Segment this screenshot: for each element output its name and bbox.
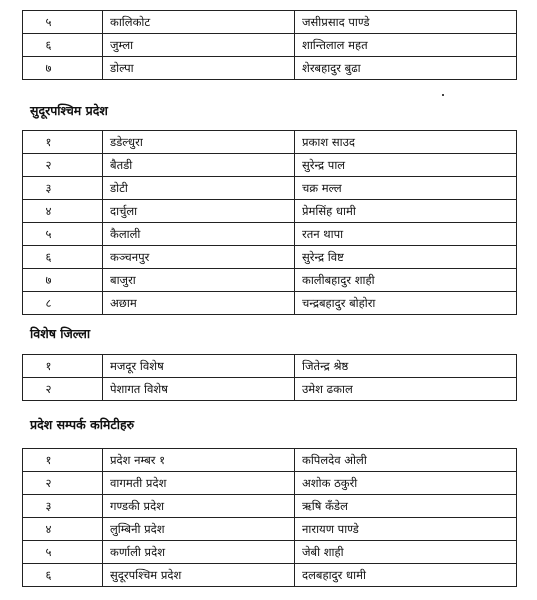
person-name: प्रेमसिंह धामी (295, 200, 517, 223)
person-name: अशोक ठकुरी (295, 472, 517, 495)
district-name: दार्चुला (103, 200, 295, 223)
table-row (23, 34, 517, 57)
special-district-table (22, 354, 517, 401)
district-name: कञ्चनपुर (103, 246, 295, 269)
person-name: प्रकाश साउद (295, 131, 517, 154)
person-name: ऋषि कँडेल (295, 495, 517, 518)
serial-number: ६ (23, 564, 103, 587)
person-name: सुरेन्द्र विष्ट (295, 246, 517, 269)
serial-number: १ (23, 355, 103, 378)
table-row (23, 495, 517, 518)
person-name: उमेश ढकाल (295, 378, 517, 401)
person-name: जितेन्द्र श्रेष्ठ (295, 355, 517, 378)
serial-number: ८ (23, 292, 103, 315)
serial-number: ३ (23, 495, 103, 518)
person-name: जसीप्रसाद पाण्डे (295, 11, 517, 34)
section-heading-special-district: विशेष जिल्ला (30, 326, 91, 341)
serial-number: ५ (23, 541, 103, 564)
table-row (23, 154, 517, 177)
serial-number: २ (23, 472, 103, 495)
table-row (23, 449, 517, 472)
serial-number: ३ (23, 177, 103, 200)
serial-number: १ (23, 449, 103, 472)
district-name: डडेल्धुरा (103, 131, 295, 154)
serial-number: ६ (23, 34, 103, 57)
district-name: मजदूर विशेष (103, 355, 295, 378)
person-name: चक्र मल्ल (295, 177, 517, 200)
district-name: बाजुरा (103, 269, 295, 292)
person-name: सुरेन्द्र पाल (295, 154, 517, 177)
person-name: दलबहादुर धामी (295, 564, 517, 587)
serial-number: २ (23, 154, 103, 177)
person-name: जेबी शाही (295, 541, 517, 564)
serial-number: ४ (23, 518, 103, 541)
person-name: कपिलदेव ओली (295, 449, 517, 472)
table-row (23, 246, 517, 269)
person-name: शेरबहादुर बुढा (295, 57, 517, 80)
district-name: बैतडी (103, 154, 295, 177)
serial-number: ६ (23, 246, 103, 269)
person-name: रतन थापा (295, 223, 517, 246)
stray-mark (442, 94, 444, 96)
serial-number: २ (23, 378, 103, 401)
table-row (23, 223, 517, 246)
table-row (23, 131, 517, 154)
district-name: पेशागत विशेष (103, 378, 295, 401)
table-row (23, 269, 517, 292)
serial-number: ७ (23, 57, 103, 80)
district-name: जुम्ला (103, 34, 295, 57)
province-name: लुम्बिनी प्रदेश (103, 518, 295, 541)
province-name: गण्डकी प्रदेश (103, 495, 295, 518)
person-name: शान्तिलाल महत (295, 34, 517, 57)
province-name: सुदूरपश्चिम प्रदेश (103, 564, 295, 587)
person-name: नारायण पाण्डे (295, 518, 517, 541)
table-row (23, 378, 517, 401)
province-name: कर्णाली प्रदेश (103, 541, 295, 564)
district-name: कालिकोट (103, 11, 295, 34)
table-row (23, 200, 517, 223)
serial-number: १ (23, 131, 103, 154)
person-name: चन्द्रबहादुर बोहोरा (295, 292, 517, 315)
table-row (23, 355, 517, 378)
serial-number: ५ (23, 223, 103, 246)
section-heading-province-committees: प्रदेश सम्पर्क कमिटीहरु (30, 417, 135, 432)
table-row (23, 518, 517, 541)
district-name: डोल्पा (103, 57, 295, 80)
table-row (23, 292, 517, 315)
district-name: अछाम (103, 292, 295, 315)
section-heading-sudurpashchim: सुदूरपश्चिम प्रदेश (30, 103, 108, 118)
sudurpashchim-district-table (22, 130, 517, 315)
province-committee-table (22, 448, 517, 587)
district-name: कैलाली (103, 223, 295, 246)
karnali-district-table (22, 10, 517, 80)
table-row (23, 177, 517, 200)
table-row (23, 541, 517, 564)
serial-number: ४ (23, 200, 103, 223)
province-name: वागमती प्रदेश (103, 472, 295, 495)
table-row (23, 472, 517, 495)
serial-number: ७ (23, 269, 103, 292)
district-name: डोटी (103, 177, 295, 200)
table-row (23, 57, 517, 80)
table-row (23, 11, 517, 34)
table-row (23, 564, 517, 587)
serial-number: ५ (23, 11, 103, 34)
person-name: कालीबहादुर शाही (295, 269, 517, 292)
province-name: प्रदेश नम्बर १ (103, 449, 295, 472)
